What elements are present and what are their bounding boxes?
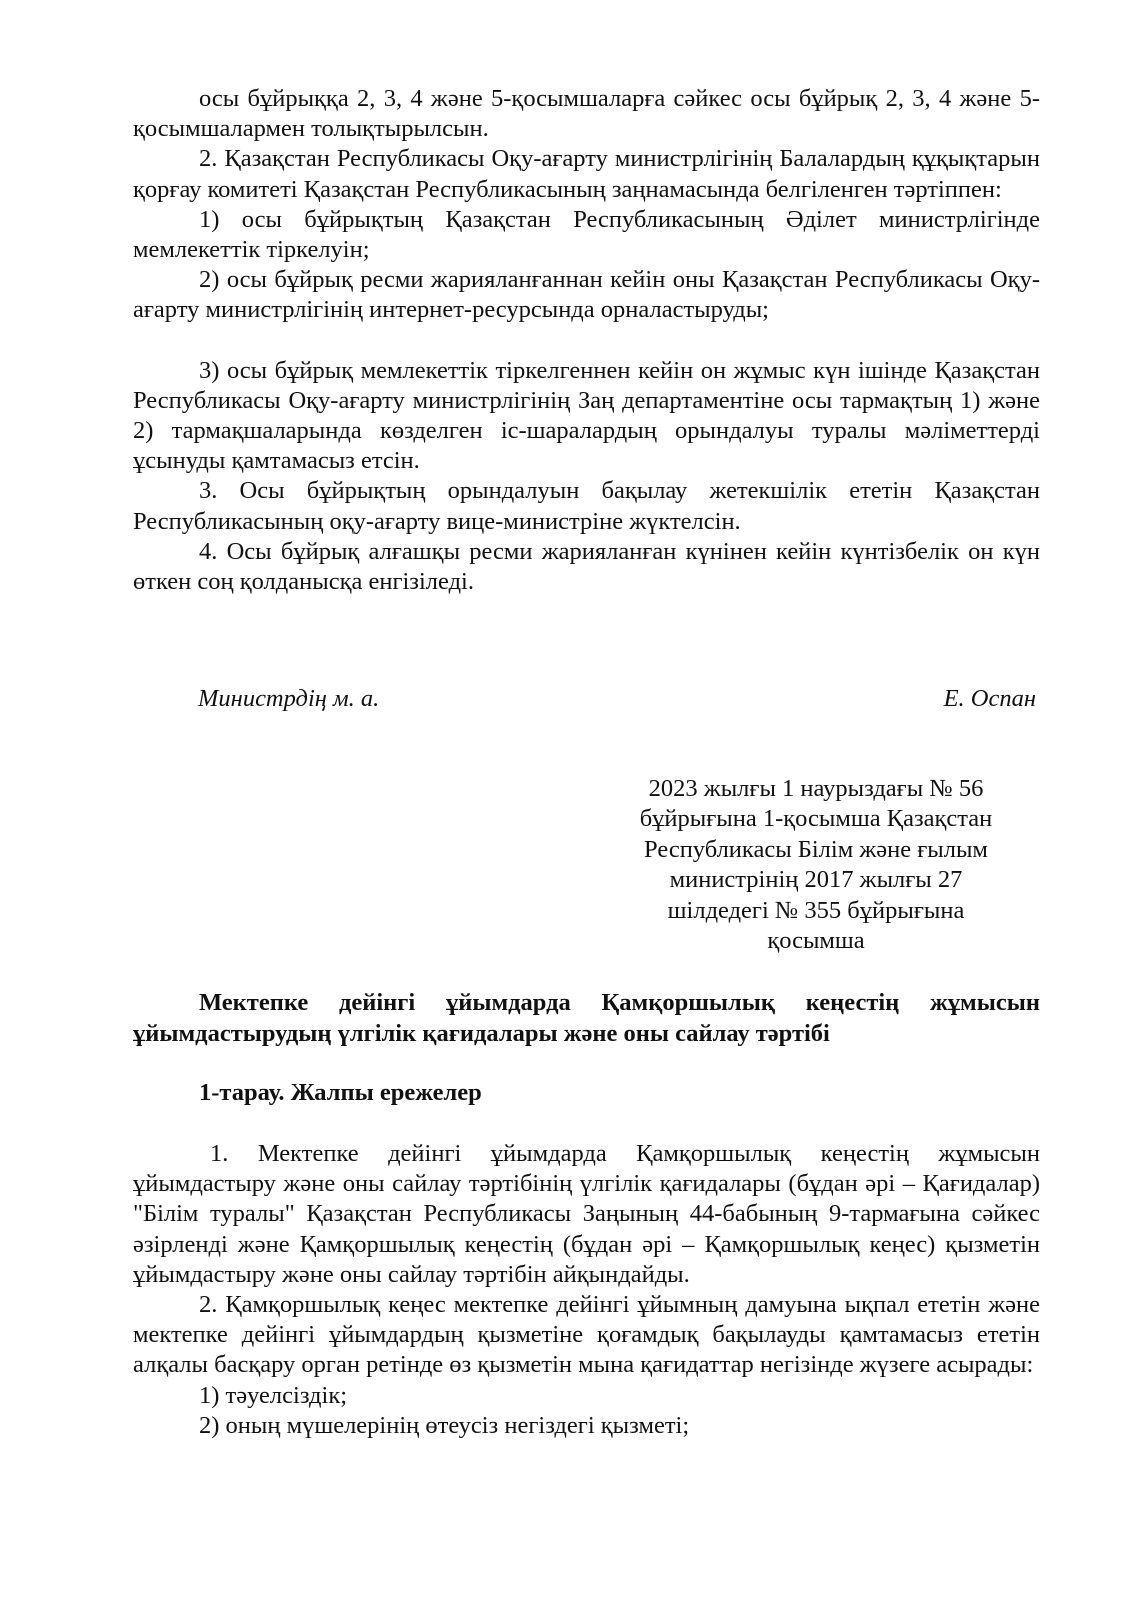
signatory-position: Министрдің м. а. <box>198 685 380 712</box>
paragraph-subitem-2: 2) осы бұйрық ресми жарияланғаннан кейін оны Қазақстан Республикасы Оқу-ағарту министрлігінің интернет-ресурсында орналастыруды; <box>133 266 1040 324</box>
section-heading: 1-тарау. Жалпы ережелер <box>199 1079 482 1106</box>
paragraph-item-2: 2. Қазақстан Республикасы Оқу-ағарту министрлігінің Балалардың құқықтарын қорғау комитеті Қазақстан Республикасының заңнамасында белгіленген тәртіппен: <box>133 145 1040 203</box>
paragraph-continuation: осы бұйрыққа 2, 3, 4 және 5-қосымшаларға сәйкес осы бұйрық 2, 3, 4 және 5-қосымшалармен толықтырылсын. <box>133 85 1040 143</box>
appendix-note-line: бұйрығына 1-қосымша Қазақстан <box>639 805 993 833</box>
paragraph-principle-2: 2) оның мүшелерінің өтеусіз негіздегі қызметі; <box>199 1411 690 1439</box>
signatory-name: Е. Оспан <box>943 685 1036 712</box>
appendix-note-line: Республикасы Білім және ғылым <box>644 835 988 863</box>
signature-block <box>198 684 1040 716</box>
paragraph-rule-2: 2. Қамқоршылық кеңес мектепке дейінгі ұйымның дамуына ықпал ететін және мектепке дейінгі ұйымдардың қызметіне қоғамдық бақылауды қамтамасыз ететін алқалы басқару орган ретінде өз қызметін мына қағидаттар негізінде жүзеге асырады: <box>133 1291 1040 1379</box>
document-body-bottom <box>133 1139 1040 1441</box>
appendix-note-line: қосымша <box>767 927 865 955</box>
appendix-note <box>600 774 1032 956</box>
document-title: Мектепке дейінгі ұйымдарда Қамқоршылық кеңестің жұмысын ұйымдастырудың үлгілік қағидалары және оны сайлау тәртібі <box>133 989 1040 1047</box>
appendix-note-line: 2023 жылғы 1 наурыздағы № 56 <box>648 775 984 802</box>
blank-line <box>133 326 1040 356</box>
paragraph-item-3: 3. Осы бұйрықтың орындалуын бақылау жетекшілік ететін Қазақстан Республикасының оқу-ағарту вице-министріне жүктелсін. <box>133 477 1040 535</box>
document-body-top <box>133 84 1040 597</box>
paragraph-item-4: 4. Осы бұйрық алғашқы ресми жарияланған күнінен кейін күнтізбелік он күн өткен соң қолданысқа енгізіледі. <box>133 537 1040 596</box>
appendix-note-line: шілдедегі № 355 бұйрығына <box>667 896 965 924</box>
appendix-note-line: министрінің 2017 жылғы 27 <box>669 866 963 894</box>
paragraph-rule-1: 1. Мектепке дейінгі ұйымдарда Қамқоршылық кеңестің жұмысын ұйымдастыру және оны сайлау тәртібінің үлгілік қағидалары (бұдан әрі – Қағидалар) "Білім туралы" Қазақстан Республикасы Заңының 44-бабының 9-тармағына сәйкес әзірленді және Қамқоршылық кеңестің (бұдан әрі – Қамқоршылық кеңес) қызметін ұйымдастыру және оны сайлау тәртібін айқындайды. <box>133 1140 1040 1288</box>
paragraph-subitem-1: 1) осы бұйрықтың Қазақстан Республикасының Әділет министрлігінде мемлекеттік тіркелуін; <box>133 205 1040 264</box>
paragraph-subitem-3: 3) осы бұйрық мемлекеттік тіркелгеннен кейін он жұмыс күн ішінде Қазақстан Республикасы Оқу-ағарту министрлігінің Заң департаментіне осы тармақтың 1) және 2) тармақшаларында көзделген іс-шаралардың орындалуы туралы мәліметтерді ұсынуды қамтамасыз етсін. <box>133 356 1040 475</box>
paragraph-principle-1: 1) тәуелсіздік; <box>199 1381 348 1409</box>
